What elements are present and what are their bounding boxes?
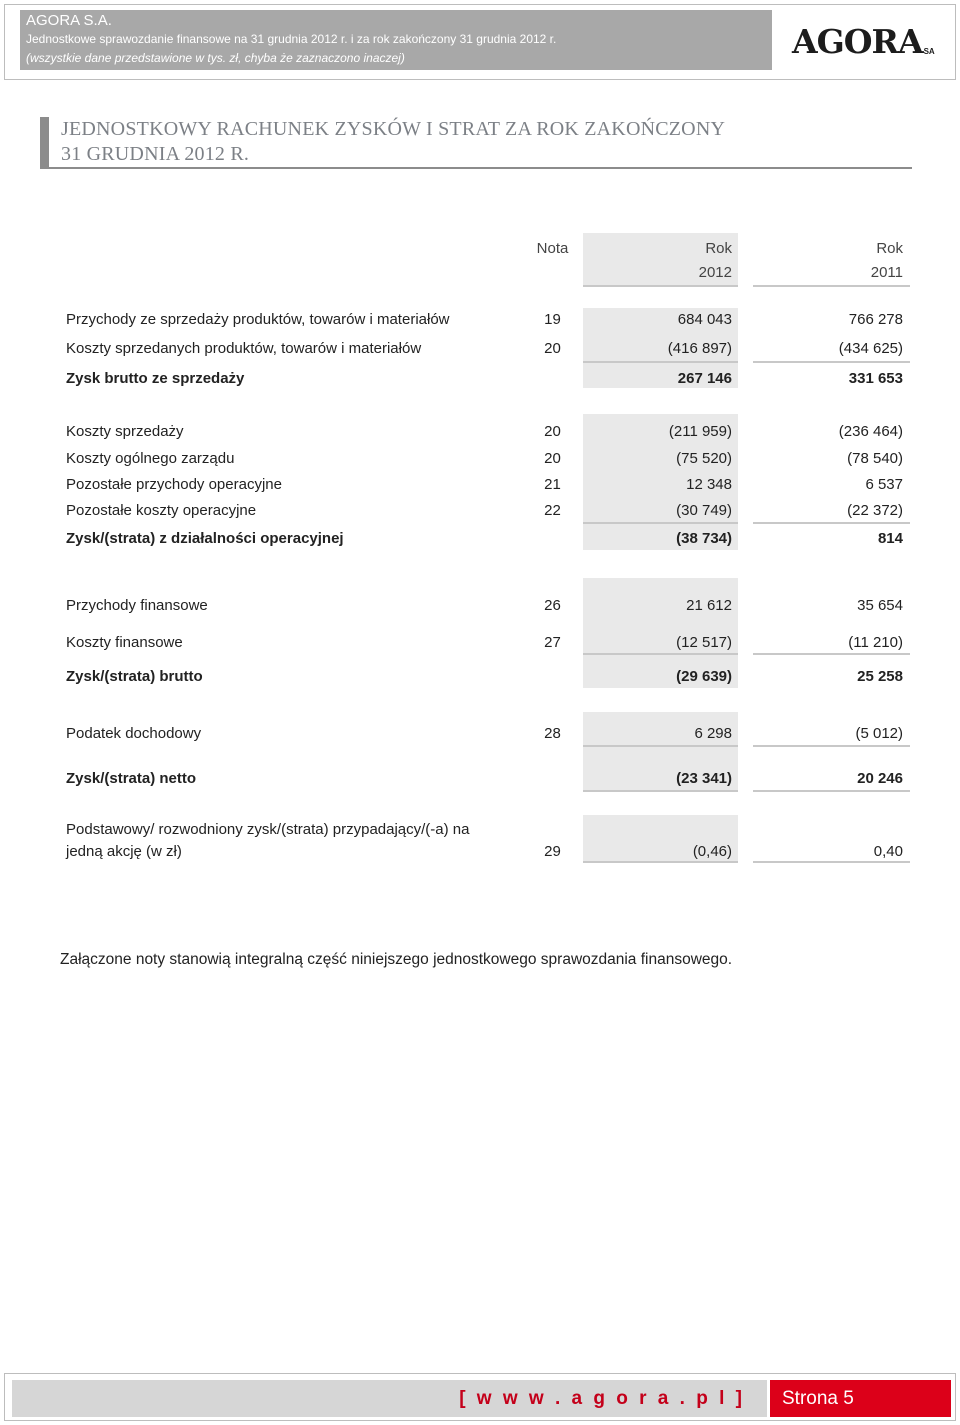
- row-value-2012: 267 146: [677, 370, 732, 387]
- website-link[interactable]: [ w w w . a g o r a . p l ]: [459, 1388, 745, 1409]
- row-value-2011: 331 653: [848, 370, 903, 387]
- row-nota: 27: [544, 634, 561, 651]
- row-nota: 19: [544, 311, 561, 328]
- page-number: Strona 5: [770, 1380, 951, 1417]
- logo-suffix: SA: [923, 47, 935, 56]
- row-value-2012: 684 043: [677, 311, 732, 328]
- row-value-2011: 20 246: [857, 770, 903, 787]
- row-label: Przychody finansowe: [66, 597, 208, 614]
- rule-r2-2011: [753, 361, 910, 363]
- rule-r13-2011: [753, 790, 910, 792]
- rule-r14-2011: [753, 861, 910, 863]
- row-value-2011: 35 654: [857, 597, 903, 614]
- row-value-2012: (416 897): [667, 340, 732, 357]
- report-subtitle: Jednostkowe sprawozdanie finansowe na 31 grudnia 2012 r. i za rok zakończony 31 grudnia 2012 r.: [26, 32, 557, 46]
- row-label: Pozostałe koszty operacyjne: [66, 502, 257, 519]
- row-value-2012: 21 612: [686, 597, 732, 614]
- row-nota: 22: [544, 502, 561, 519]
- rule-r7-2012: [583, 522, 738, 524]
- rule-r7-2011: [753, 522, 910, 524]
- row-value-2012: (75 520): [676, 450, 732, 467]
- row-value-2011: 6 537: [865, 476, 903, 493]
- row-value-2011: 766 278: [848, 311, 903, 328]
- col-header-2011-label: Rok: [876, 240, 903, 257]
- row-label: Koszty sprzedanych produktów, towarów i materiałów: [66, 340, 422, 357]
- row-label: Koszty finansowe: [66, 634, 183, 651]
- col-header-nota: Nota: [536, 240, 569, 257]
- col-header-2011-year: 2011: [870, 264, 903, 281]
- row-label-line-1: Podstawowy/ rozwodniony zysk/(strata) przypadający/(-a) na: [66, 821, 470, 838]
- row-nota: 28: [544, 725, 561, 742]
- row-nota: 21: [544, 476, 561, 493]
- rule-r10-2011: [753, 653, 910, 655]
- row-value-2012: (30 749): [676, 502, 732, 519]
- row-label: Zysk/(strata) brutto: [66, 668, 203, 685]
- rule-r2-2012: [583, 361, 738, 363]
- header-bar: [20, 10, 772, 70]
- footer-bar: [12, 1380, 767, 1417]
- row-label: Zysk/(strata) netto: [66, 770, 197, 787]
- row-value-2011: (22 372): [847, 502, 903, 519]
- row-value-2011: 814: [877, 530, 903, 547]
- rule-r14-2012: [583, 861, 738, 863]
- rule-r10-2012: [583, 653, 738, 655]
- rule-header-2011: [753, 285, 910, 287]
- row-value-2011: 25 258: [857, 668, 903, 685]
- row-value-2012: (0,46): [692, 843, 732, 860]
- company-name: AGORA S.A.: [26, 12, 112, 29]
- row-label: Koszty ogólnego zarządu: [66, 450, 235, 467]
- row-value-2011: (5 012): [855, 725, 903, 742]
- row-value-2011: (11 210): [848, 634, 903, 651]
- rule-r12-2012: [583, 745, 738, 747]
- row-label: Koszty sprzedaży: [66, 423, 184, 440]
- rule-r13-2012: [583, 790, 738, 792]
- rule-header-2012: [583, 285, 738, 287]
- row-nota: 20: [544, 340, 561, 357]
- row-value-2011: (434 625): [838, 340, 903, 357]
- row-nota: 29: [544, 843, 561, 860]
- row-label: Zysk brutto ze sprzedaży: [66, 370, 245, 387]
- row-nota: 20: [544, 423, 561, 440]
- col-header-2012-year: 2012: [698, 264, 732, 281]
- title-text: [61, 117, 725, 167]
- footnote: Załączone noty stanowią integralną część niniejszego jednostkowego sprawozdania finansowego.: [60, 951, 733, 968]
- statement-title: [40, 117, 912, 169]
- agora-logo: [792, 20, 942, 60]
- row-value-2011: (236 464): [838, 423, 903, 440]
- row-value-2012: (29 639): [676, 668, 732, 685]
- row-nota: 20: [544, 450, 561, 467]
- row-value-2012: 12 348: [686, 476, 732, 493]
- row-label: Podatek dochodowy: [66, 725, 202, 742]
- row-value-2012: 6 298: [694, 725, 732, 742]
- row-label: Przychody ze sprzedaży produktów, towarów i materiałów: [66, 311, 450, 328]
- title-line-2: 31 GRUDNIA 2012 R.: [61, 143, 250, 165]
- title-underline: [49, 167, 912, 169]
- row-label-line-2: jedną akcję (w zł): [66, 843, 182, 860]
- units-note: (wszystkie dane przedstawione w tys. zł, chyba że zaznaczono inaczej): [26, 51, 405, 65]
- row-value-2012: (38 734): [676, 530, 732, 547]
- row-value-2012: (12 517): [676, 634, 732, 651]
- logo-text: AGORA: [792, 22, 923, 61]
- row-value-2012: (23 341): [676, 770, 732, 787]
- title-line-1: JEDNOSTKOWY RACHUNEK ZYSKÓW I STRAT ZA ROK ZAKOŃCZONY: [61, 118, 726, 140]
- col-header-2012-label: Rok: [705, 240, 732, 257]
- row-label: Pozostałe przychody operacyjne: [66, 476, 282, 493]
- row-label: Zysk/(strata) z działalności operacyjnej: [66, 530, 344, 547]
- title-accent-bar: [40, 117, 49, 169]
- row-value-2011: (78 540): [847, 450, 903, 467]
- row-value-2012: (211 959): [668, 423, 732, 440]
- rule-r12-2011: [753, 745, 910, 747]
- row-nota: 26: [544, 597, 561, 614]
- row-value-2011: 0,40: [873, 843, 903, 860]
